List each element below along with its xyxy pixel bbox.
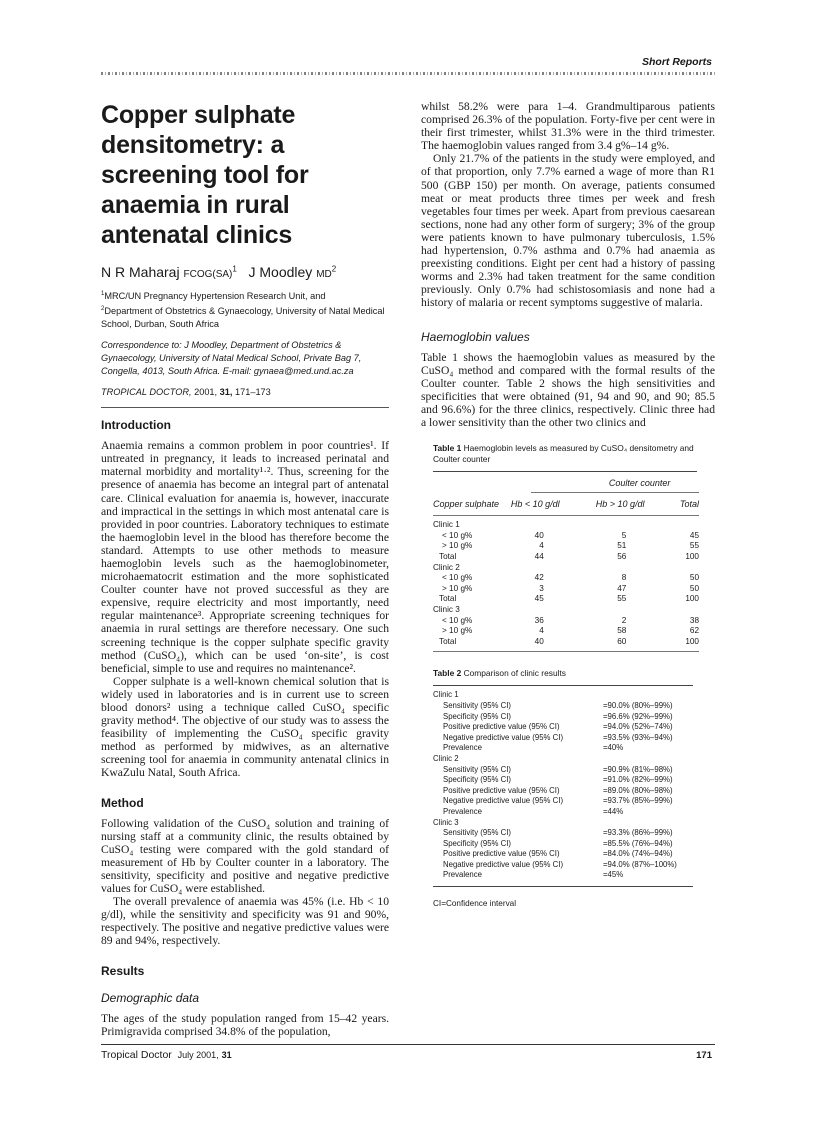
row-value: =93.3% (86%–99%) bbox=[603, 828, 673, 838]
table-row bbox=[433, 765, 693, 776]
table-group-row bbox=[433, 690, 693, 701]
row-label: Positive predictive value (95% CI) bbox=[443, 849, 560, 859]
paragraph: Table 1 shows the haemoglobin values as measured by the CuSO₄ method and compared with the formal results of the Coulter counter. Table 2 shows the high sensitivities and specificities that were obtained (91, 94 and 90, and 90; 85.5 and 96.6%) for the three clinics, respectively. Clinic three had a lower sensitivity than the other two clinics and bbox=[421, 350, 715, 429]
table-row bbox=[433, 849, 693, 860]
table-label: Table 2 bbox=[433, 668, 462, 679]
footer-volume: 31 bbox=[221, 1050, 232, 1060]
affiliation: MRC/UN Pregnancy Hypertension Research Unit, and bbox=[104, 291, 326, 302]
running-head: Short Reports bbox=[641, 56, 712, 68]
cell-hi bbox=[596, 563, 673, 574]
table-row bbox=[433, 701, 693, 712]
row-value bbox=[603, 690, 693, 701]
table-row bbox=[433, 626, 699, 637]
row-label: Clinic 2 bbox=[433, 753, 459, 763]
cell-total: 100 bbox=[685, 594, 699, 604]
left-column bbox=[101, 100, 389, 1038]
cell-total: 50 bbox=[689, 583, 699, 593]
author-affiliation-mark: 1 bbox=[232, 264, 237, 274]
row-label: Clinic 3 bbox=[433, 817, 459, 827]
cell-lo: 3 bbox=[539, 583, 544, 593]
row-label: Prevalence bbox=[443, 870, 483, 880]
cell-hi: 60 bbox=[617, 636, 627, 646]
author-credential: FCOG(SA) bbox=[183, 269, 233, 280]
row-label: Total bbox=[439, 594, 457, 604]
row-label: Clinic 1 bbox=[433, 690, 459, 700]
cell-total bbox=[672, 520, 699, 531]
column-header: Hb > 10 g/dl bbox=[595, 498, 645, 509]
section-heading: Results bbox=[101, 963, 145, 978]
table-row bbox=[433, 722, 693, 733]
table-row bbox=[433, 870, 693, 881]
row-label: Total bbox=[439, 636, 457, 646]
paragraph: Anaemia remains a common problem in poor countries¹. If untreated in pregnancy, it leads to increased perinatal and maternal morbidity and mortality¹·². Thus, screening for the presence of anaemia has become an integral part of antenatal care. Clinical evaluation for anaemia is, however, inaccurate and impractical in the settings in which most antenatal care is provided in poor countries. Laboratory techniques to estimate the haemoglobin level in the blood has therefore become the standard. Attempts to use other methods to measure haemoglobin levels such as the haemoglobinometer, microhaematocrit estimation and the more sophisticated Coulter counter have not proved successful as they are expensive, require electricity and most importantly, need regular maintenance³. Appropriate screening techniques for anaemia in rural settings are therefore necessary. One such screening technique is the copper sulphate specific gravity method (CuSO₄), which can be used ‘on-site’, is cost beneficial, simple to use and requires no maintenance². bbox=[101, 439, 389, 675]
row-label: Specificity (95% CI) bbox=[443, 711, 512, 721]
cell-hi: 55 bbox=[617, 594, 627, 604]
table-row bbox=[433, 573, 699, 584]
subsection-heading: Demographic data bbox=[101, 990, 200, 1005]
paragraph: Only 21.7% of the patients in the study were employed, and of that proportion, only 7.7% earned a wage of more than R1 500 (GBP 150) per month. On average, patients consumed meat or meat products three times per week and fresh vegetables four times per week. Apart from previous caesarean sections, none had any other form of surgery; 3% of the group were patients known to have pulmonary tuberculosis, 1.5% had hypertension, 0.7% asthma and 0.7% had anaemia as preexisting conditions. Eight per cent had a history of passing worms and 2.3% had taken treatment for the same condition previously. Only 0.7% had schistosomiasis and none had a history of malaria or recent symptoms suggestive of malaria. bbox=[421, 152, 715, 310]
author-name: J Moodley bbox=[248, 264, 313, 280]
table-row bbox=[433, 807, 693, 818]
affiliation: Department of Obstetrics & Gynaecology, University of Natal Medical School, Durban, South Africa bbox=[101, 306, 385, 330]
cell-lo: 4 bbox=[539, 541, 544, 551]
author-name: N R Maharaj bbox=[101, 264, 180, 280]
author-credential: MD bbox=[316, 269, 332, 280]
table-caption-text: Haemoglobin levels as measured by CuSO₄ densitometry and Coulter counter bbox=[433, 443, 694, 465]
row-value: =93.7% (85%–99%) bbox=[603, 796, 673, 806]
row-label: Clinic 2 bbox=[433, 562, 460, 572]
table-group-row bbox=[433, 754, 693, 765]
row-value: =89.0% (80%–98%) bbox=[603, 785, 673, 795]
cell-hi: 51 bbox=[617, 541, 627, 551]
cell-lo: 4 bbox=[539, 626, 544, 636]
citation-volume: 31, bbox=[219, 387, 233, 398]
header-decorative-rule bbox=[101, 72, 715, 75]
row-value: =91.0% (82%–99%) bbox=[603, 775, 673, 785]
table-row bbox=[433, 541, 699, 552]
row-value bbox=[603, 818, 693, 829]
column-header: Hb < 10 g/dl bbox=[510, 498, 560, 509]
cell-lo: 40 bbox=[534, 636, 544, 646]
cell-lo: 45 bbox=[534, 594, 544, 604]
paragraph: whilst 58.2% were para 1–4. Grandmultiparous patients comprised 26.3% of the population. Forty-five per cent were in their first trimester, whilst 31.3% were in the third trimester. The haemoglobin values ranged from 3.4 g%–14 g%. bbox=[421, 100, 715, 153]
table-row bbox=[433, 733, 693, 744]
section-heading: Introduction bbox=[101, 418, 171, 433]
cell-hi: 56 bbox=[617, 552, 627, 562]
row-label: Specificity (95% CI) bbox=[443, 838, 512, 848]
row-value: =45% bbox=[603, 870, 624, 880]
table-1-grid bbox=[433, 472, 699, 652]
row-label: Clinic 1 bbox=[433, 520, 460, 530]
row-value: =90.0% (80%–99%) bbox=[603, 700, 673, 710]
row-value: =40% bbox=[603, 743, 624, 753]
row-value: =94.0% (52%–74%) bbox=[603, 722, 673, 732]
cell-lo: 36 bbox=[534, 615, 544, 625]
table-row bbox=[433, 616, 699, 627]
table-label: Table 1 bbox=[433, 443, 462, 454]
author-affiliation-mark: 2 bbox=[331, 264, 337, 274]
table-group-row bbox=[433, 605, 699, 616]
paragraph: Following validation of the CuSO₄ solution and training of nursing staff at a community clinic, the results obtained by CuSO₄ testing were compared with the gold standard of measurement of Hb by Coulter counter in a laboratory. The sensitivity, specificity and positive and negative predictive values for CuSO₄ were established. bbox=[101, 816, 389, 896]
row-label: Total bbox=[439, 552, 457, 562]
cell-lo: 42 bbox=[534, 573, 544, 583]
affiliation-mark: 2 bbox=[101, 306, 105, 313]
table-row bbox=[433, 712, 693, 723]
row-label: < 10 g% bbox=[442, 573, 473, 583]
affiliation-mark: 1 bbox=[101, 291, 105, 297]
table-row bbox=[433, 584, 699, 595]
cell-total: 100 bbox=[685, 552, 699, 562]
footer-date: July 2001, bbox=[177, 1050, 219, 1060]
table-1 bbox=[433, 443, 697, 652]
cell-lo bbox=[511, 520, 596, 531]
cell-total bbox=[672, 563, 699, 574]
row-value: =90.9% (81%–98%) bbox=[603, 764, 673, 774]
divider bbox=[101, 407, 389, 408]
row-label: Prevalence bbox=[443, 806, 483, 816]
cell-hi: 47 bbox=[617, 583, 627, 593]
cell-lo: 44 bbox=[534, 552, 544, 562]
table-row bbox=[433, 775, 693, 786]
table-2-grid bbox=[433, 690, 693, 881]
table-group-row bbox=[433, 520, 699, 531]
table-group-row bbox=[433, 818, 693, 829]
row-label: < 10 g% bbox=[442, 530, 473, 540]
right-column bbox=[421, 100, 715, 908]
row-label: Sensitivity (95% CI) bbox=[443, 700, 512, 710]
table-row bbox=[433, 839, 693, 850]
row-label: Sensitivity (95% CI) bbox=[443, 764, 512, 774]
author-line bbox=[101, 264, 389, 280]
row-label: > 10 g% bbox=[442, 583, 473, 593]
row-value: =85.5% (76%–94%) bbox=[603, 838, 673, 848]
cell-total: 38 bbox=[689, 615, 699, 625]
row-label: > 10 g% bbox=[442, 626, 473, 636]
citation-year: 2001, bbox=[194, 387, 218, 398]
table-row bbox=[433, 828, 693, 839]
footer-rule bbox=[101, 1044, 715, 1045]
table-row bbox=[433, 637, 699, 648]
cell-total: 50 bbox=[689, 573, 699, 583]
citation bbox=[101, 386, 389, 399]
table-footnote: CI=Confidence interval bbox=[433, 899, 517, 909]
cell-hi: 5 bbox=[621, 530, 627, 540]
row-label: Positive predictive value (95% CI) bbox=[443, 722, 560, 732]
footer-journal: Tropical Doctor bbox=[101, 1049, 172, 1061]
cell-lo bbox=[511, 605, 596, 616]
table-2 bbox=[433, 668, 693, 908]
cell-total: 45 bbox=[689, 530, 699, 540]
row-label: Negative predictive value (95% CI) bbox=[443, 796, 564, 806]
row-label: Specificity (95% CI) bbox=[443, 775, 512, 785]
article-title: Copper sulphate densitometry: a screening tool for anaemia in rural antenatal clinics bbox=[101, 101, 309, 249]
column-group-header: Coulter counter bbox=[608, 478, 671, 489]
page-number: 171 bbox=[696, 1050, 712, 1061]
table-caption bbox=[433, 668, 693, 679]
table-group-row bbox=[433, 563, 699, 574]
cell-total: 55 bbox=[689, 541, 699, 551]
citation-pages: 171–173 bbox=[235, 387, 271, 398]
row-label: Clinic 3 bbox=[433, 605, 460, 614]
cell-lo: 40 bbox=[534, 530, 544, 540]
citation-journal: TROPICAL DOCTOR, bbox=[101, 387, 192, 398]
row-label: < 10 g% bbox=[442, 615, 473, 625]
row-label: > 10 g% bbox=[442, 541, 473, 551]
paragraph: The overall prevalence of anaemia was 45% (i.e. Hb < 10 g/dl), while the sensitivity and specificity was 91 and 90%, respectively. The positive and negative predictive values were 89 and 94%, respectively. bbox=[101, 895, 389, 948]
column-header: Copper sulphate bbox=[433, 498, 500, 509]
cell-lo bbox=[511, 563, 596, 574]
row-label: Positive predictive value (95% CI) bbox=[443, 785, 560, 795]
table-row bbox=[433, 860, 693, 871]
row-label: Sensitivity (95% CI) bbox=[443, 828, 512, 838]
table-caption bbox=[433, 443, 697, 465]
table-row bbox=[433, 786, 693, 797]
table-caption-text: Comparison of clinic results bbox=[463, 668, 566, 679]
cell-total: 62 bbox=[689, 626, 699, 636]
cell-hi: 58 bbox=[617, 626, 627, 636]
correspondence: Correspondence to: J Moodley, Department of Obstetrics & Gynaecology, University of Natal Medical School, Private Bag 7, Congella, 4013, South Africa. E-mail: gynaea@med.und.ac.za bbox=[101, 340, 362, 377]
row-value: =96.6% (92%–99%) bbox=[603, 711, 673, 721]
table-row bbox=[433, 594, 699, 605]
row-value bbox=[603, 754, 693, 765]
affiliations bbox=[101, 288, 389, 331]
row-value: =84.0% (74%–94%) bbox=[603, 849, 673, 859]
cell-hi bbox=[596, 520, 673, 531]
cell-hi bbox=[596, 605, 673, 616]
table-row bbox=[433, 743, 693, 754]
table-row bbox=[433, 552, 699, 563]
footer-journal-line bbox=[101, 1049, 232, 1061]
section-heading: Method bbox=[101, 795, 144, 810]
column-header: Total bbox=[679, 498, 699, 509]
row-value: =44% bbox=[603, 806, 624, 816]
subsection-heading: Haemoglobin values bbox=[421, 329, 530, 344]
row-label: Negative predictive value (95% CI) bbox=[443, 859, 564, 869]
table-row bbox=[433, 531, 699, 542]
cell-hi: 2 bbox=[621, 615, 627, 625]
row-label: Prevalence bbox=[443, 743, 483, 753]
cell-total bbox=[672, 605, 699, 616]
cell-total: 100 bbox=[685, 636, 699, 646]
row-label: Negative predictive value (95% CI) bbox=[443, 732, 564, 742]
paragraph: The ages of the study population ranged from 15–42 years. Primigravida comprised 34.8% of the population, bbox=[101, 1011, 389, 1038]
row-value: =94.0% (87%–100%) bbox=[603, 859, 677, 869]
table-row bbox=[433, 796, 693, 807]
cell-hi: 8 bbox=[621, 573, 627, 583]
row-value: =93.5% (93%–94%) bbox=[603, 732, 673, 742]
paragraph: Copper sulphate is a well-known chemical solution that is widely used in laboratories and is in current use to screen blood donors² using a technique called CuSO₄ specific gravity method⁴. The objective of our study was to assess the feasibility of implementing the CuSO₄ specific gravity method as performed by midwives, as an alternative screening tool for anaemia in community antenatal clinics in KwaZulu Natal, South Africa. bbox=[101, 674, 389, 780]
